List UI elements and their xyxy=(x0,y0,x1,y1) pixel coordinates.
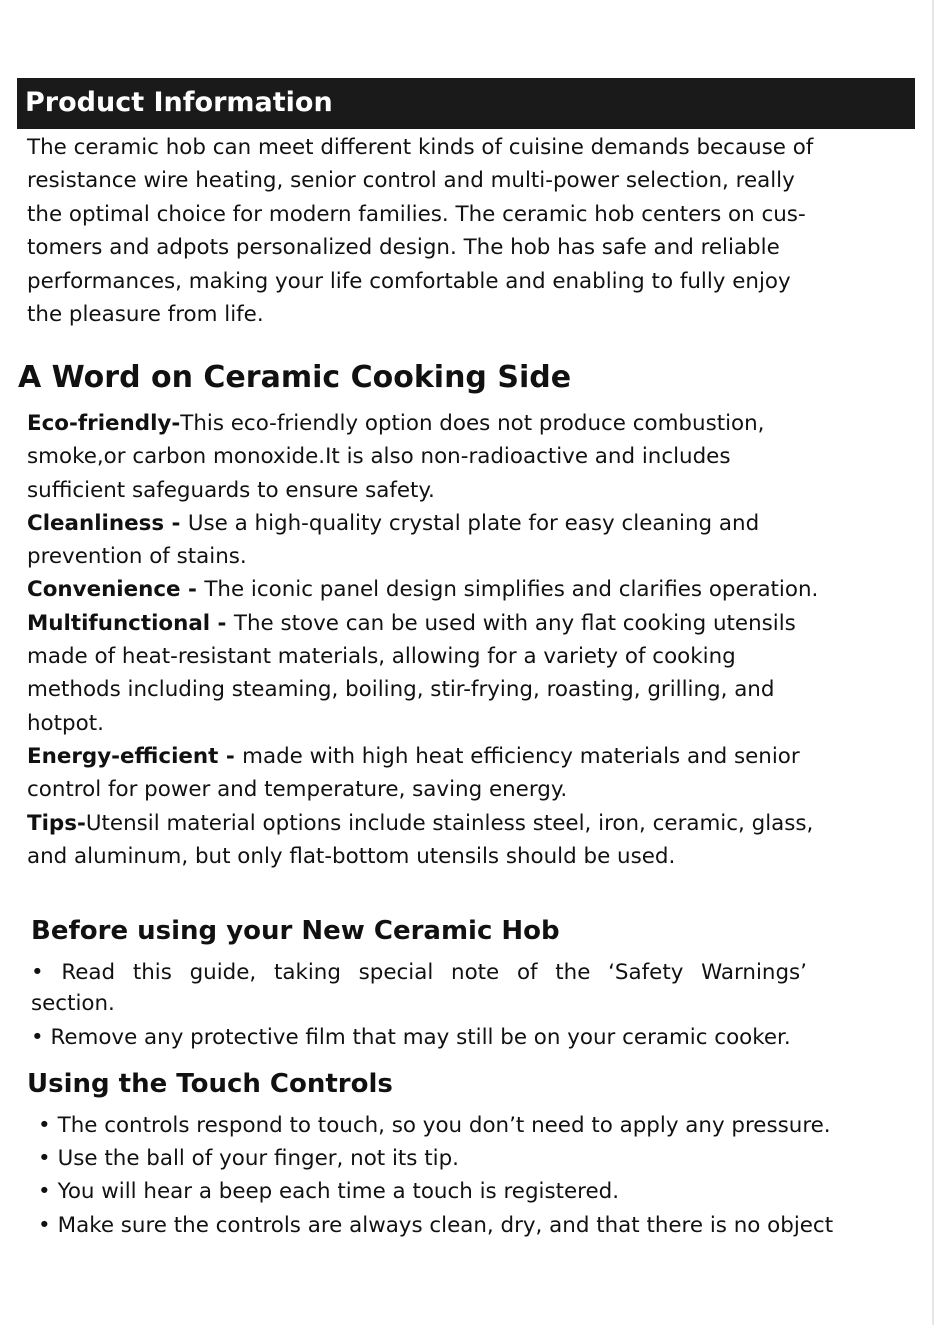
list-item-text: Read this guide, taking special note of the ‘Safety Warnings’ xyxy=(61,960,807,985)
touch-controls-list xyxy=(38,1109,833,1242)
feature-list xyxy=(27,407,818,873)
feature-text: The iconic panel design simplifies and clarifies operation. xyxy=(204,577,819,603)
page-title: Product Information xyxy=(25,87,333,118)
list-item-text: Use the ball of your finger, not its tip. xyxy=(57,1146,459,1172)
feature-text: prevention of stains. xyxy=(27,544,247,570)
list-item-text: The controls respond to touch, so you don’t need to apply any pressure. xyxy=(57,1113,831,1138)
feature-multifunctional xyxy=(27,607,818,640)
feature-convenience xyxy=(27,573,818,606)
bullet-icon: • xyxy=(38,1179,51,1205)
ceramic-section-title: A Word on Ceramic Cooking Side xyxy=(18,360,572,395)
list-item-text: Make sure the controls are always clean, dry, and that there is no object xyxy=(57,1212,834,1238)
feature-text: control for power and temperature, saving energy. xyxy=(27,777,568,803)
bullet-icon: • xyxy=(38,1146,51,1172)
feature-text: made with high heat efficiency materials and senior xyxy=(242,743,800,769)
list-item xyxy=(31,1023,807,1053)
intro-paragraph xyxy=(27,131,907,331)
feature-energy-efficient xyxy=(27,740,818,773)
feature-term: Eco-friendly- xyxy=(27,411,181,436)
feature-eco-friendly xyxy=(27,407,818,440)
feature-text: hotpot. xyxy=(27,710,104,736)
feature-text: smoke,or carbon monoxide.It is also non-radioactive and includes xyxy=(27,444,731,470)
list-item xyxy=(38,1109,833,1142)
bullet-icon: • xyxy=(31,1025,44,1050)
feature-text: Utensil material options include stainless steel, iron, ceramic, glass, xyxy=(85,810,814,836)
bullet-icon: • xyxy=(38,1212,51,1238)
product-information-header xyxy=(17,78,915,129)
before-using-title: Before using your New Ceramic Hob xyxy=(31,916,560,946)
feature-text: methods including steaming, boiling, stir-frying, roasting, grilling, and xyxy=(27,677,775,703)
feature-cleanliness xyxy=(27,507,818,540)
feature-text: This eco-friendly option does not produce combustion, xyxy=(180,411,765,436)
intro-line: the optimal choice for modern families. The ceramic hob centers on cus- xyxy=(27,201,806,227)
feature-text: made of heat-resistant materials, allowing for a variety of cooking xyxy=(27,644,736,670)
list-item xyxy=(31,958,807,988)
list-item-continuation: section. xyxy=(31,991,115,1016)
feature-text: and aluminum, but only flat-bottom utensils should be used. xyxy=(27,843,676,869)
feature-tips xyxy=(27,807,818,840)
intro-line: tomers and adpots personalized design. The hob has safe and reliable xyxy=(27,235,780,261)
intro-line: the pleasure from life. xyxy=(27,301,264,327)
feature-term: Multifunctional - xyxy=(27,610,234,636)
touch-controls-title: Using the Touch Controls xyxy=(27,1069,393,1099)
intro-line: performances, making your life comfortable and enabling to fully enjoy xyxy=(27,268,791,294)
feature-text: Use a high-quality crystal plate for easy cleaning and xyxy=(187,510,760,536)
list-item xyxy=(38,1175,833,1208)
intro-line: The ceramic hob can meet different kinds of cuisine demands because of xyxy=(27,135,814,160)
list-item-text: You will hear a beep each time a touch is registered. xyxy=(57,1179,620,1205)
feature-term: Energy-efficient - xyxy=(27,743,243,769)
before-using-list xyxy=(31,958,807,1053)
feature-text: sufficient safeguards to ensure safety. xyxy=(27,477,435,503)
feature-term: Convenience - xyxy=(27,577,205,603)
intro-line: resistance wire heating, senior control and multi-power selection, really xyxy=(27,168,795,194)
feature-text: The stove can be used with any flat cooking utensils xyxy=(233,610,796,636)
list-item xyxy=(38,1209,833,1242)
feature-term: Cleanliness - xyxy=(27,510,188,536)
bullet-icon: • xyxy=(38,1113,51,1138)
bullet-icon: • xyxy=(31,960,44,985)
feature-term: Tips- xyxy=(27,810,86,836)
list-item xyxy=(38,1142,833,1175)
list-item-text: Remove any protective film that may still be on your ceramic cooker. xyxy=(50,1025,791,1050)
